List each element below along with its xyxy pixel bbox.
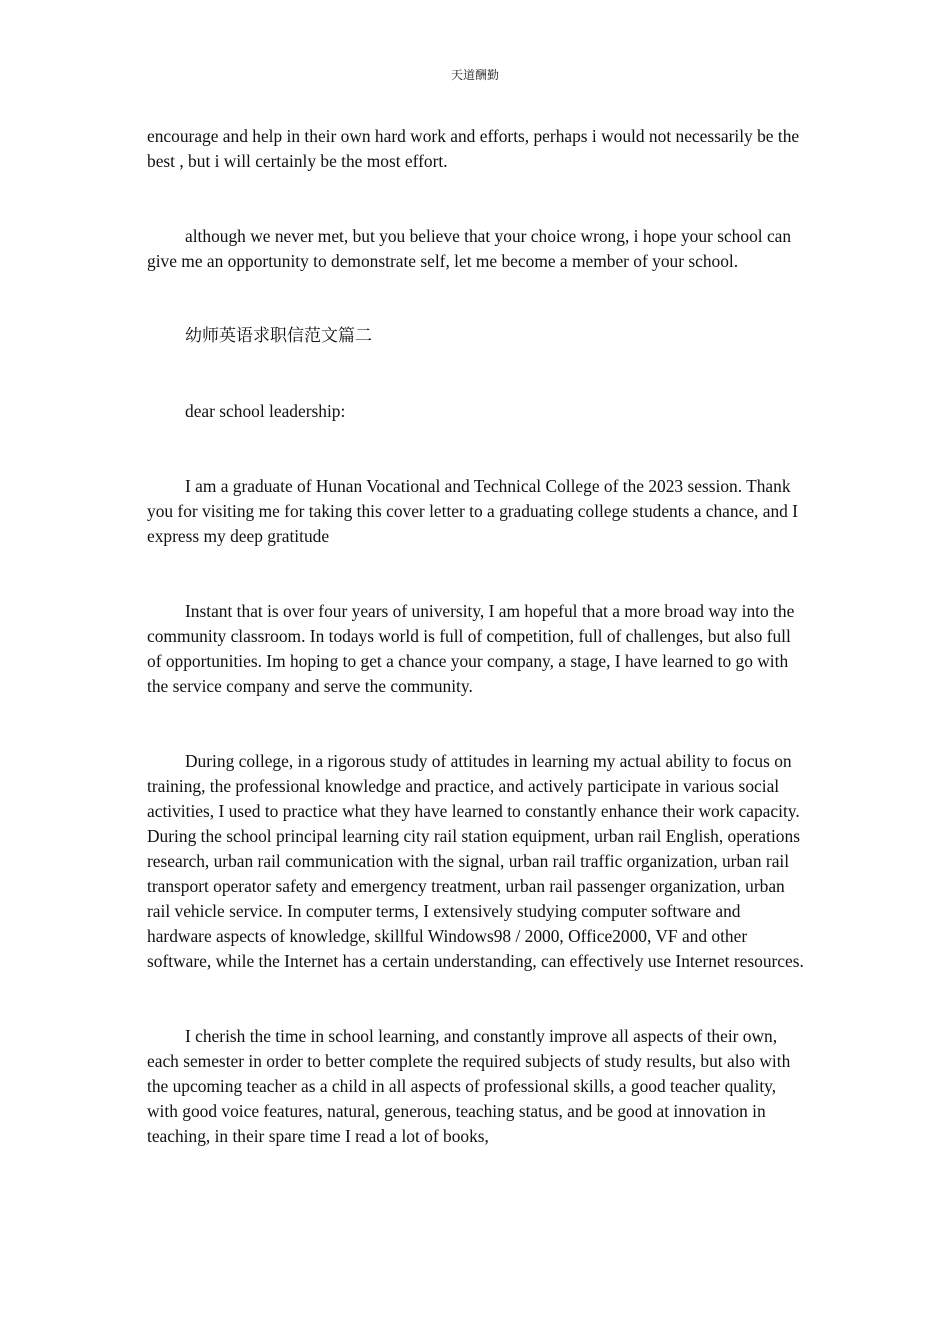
paragraph-closing-hope: although we never met, but you believe that your choice wrong, i hope your school can give me an opportunity to demonstrate self, let me become a member of your school. bbox=[147, 226, 792, 271]
section-heading: 幼师英语求职信范文篇二 bbox=[185, 326, 372, 346]
letter-salutation: dear school leadership: bbox=[185, 401, 346, 421]
paragraph-school-learning: I cherish the time in school learning, and constantly improve all aspects of their own, each semester in order to better complete the required subjects of study results, but also with the upcoming teacher as a child in all aspects of professional skills, a good teacher quality, with good voice features, natural, generous, teaching status, and be good at innovation in teaching, in their spare time I read a lot of books, bbox=[147, 1026, 791, 1146]
page-header: 天道酬勤 bbox=[450, 68, 499, 82]
paragraph-college-study: During college, in a rigorous study of attitudes in learning my actual ability to focus on training, the professional knowledge and practice, and actively participate in various social activities, I used to practice what they have learned to constantly enhance their work capacity. During the school principal learning city rail station equipment, urban rail English, operations research, urban rail communication with the signal, urban rail traffic organization, urban rail transport operator safety and emergency treatment, urban rail passenger organization, urban rail vehicle service. In computer terms, I extensively studying computer software and hardware aspects of knowledge, skillful Windows98 / 2000, Office2000, VF and other software, while the Internet has a certain understanding, can effectively use Internet resources. bbox=[147, 751, 804, 971]
paragraph-university: Instant that is over four years of university, I am hopeful that a more broad way into the community classroom. In todays world is full of competition, full of challenges, but also full of opportunities. Im hoping to get a chance your company, a stage, I have learned to go with the service company and serve the community. bbox=[147, 601, 795, 696]
paragraph-continuation: encourage and help in their own hard work and efforts, perhaps i would not necessarily be the best , but i will certainly be the most effort. bbox=[147, 126, 800, 171]
paragraph-introduction: I am a graduate of Hunan Vocational and Technical College of the 2023 session. Thank you for visiting me for taking this cover letter to a graduating college students a chance, and I express my deep gratitude bbox=[147, 476, 798, 546]
document-body bbox=[147, 124, 807, 1199]
